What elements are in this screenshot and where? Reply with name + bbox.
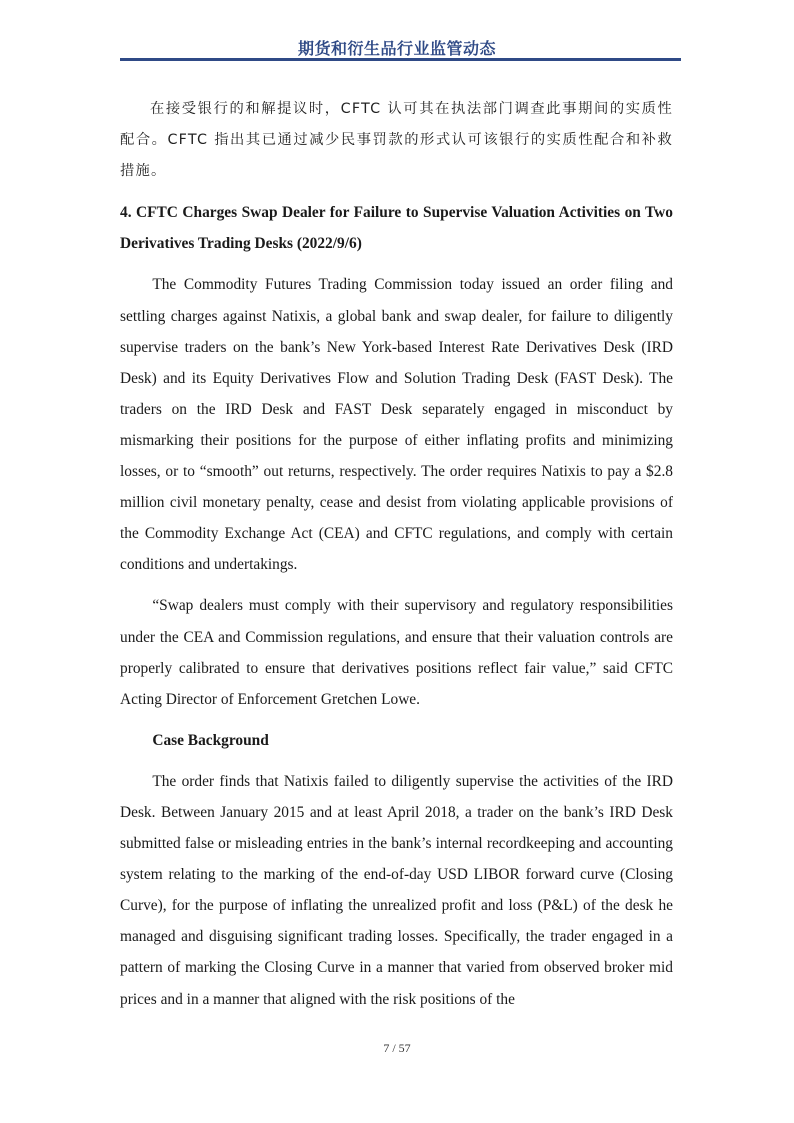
paragraph-2: “Swap dealers must comply with their supervisory and regulatory responsibilities under the CEA and Commission regulations, and ensure that their valuation controls are properly calibrated to ensure that derivatives positions reflect fair value,” said CFTC Acting Director of Enforcement Gretchen Lowe. bbox=[120, 597, 673, 708]
header-rule bbox=[120, 58, 681, 61]
subheading-case-background: Case Background bbox=[152, 731, 269, 749]
page-number: 7 / 57 bbox=[383, 1041, 411, 1055]
header-title: 期货和衍生品行业监管动态 bbox=[297, 39, 496, 58]
paragraph-3: The order finds that Natixis failed to diligently supervise the activities of the IRD Desk. Between January 2015 and at least April 2018, a trader on the bank’s IRD Desk submitted false or misleading entries in the bank’s internal recordkeeping and accounting system relating to the marking of the end-of-day USD LIBOR forward curve (Closing Curve), for the purpose of inflating the unrealized profit and loss (P&L) of the desk he managed and disguising significant trading losses. Specifically, the trader engaged in a pattern of marking the Closing Curve in a manner that varied from observed broker mid prices and in a manner that aligned with the risk positions of the bbox=[120, 772, 673, 1008]
section-heading: 4. CFTC Charges Swap Dealer for Failure to Supervise Valuation Activities on Two Derivatives Trading Desks (2022/9/6) bbox=[120, 204, 673, 253]
paragraph-1: The Commodity Futures Trading Commission today issued an order filing and settling charges against Natixis, a global bank and swap dealer, for failure to diligently supervise traders on the bank’s New York-based Interest Rate Derivatives Desk (IRD Desk) and its Equity Derivatives Flow and Solution Trading Desk (FAST Desk). The traders on the IRD Desk and FAST Desk separately engaged in misconduct by mismarking their positions for the purpose of either inflating profits and minimizing losses, or to “smooth” out returns, respectively. The order requires Natixis to pay a $2.8 million civil monetary penalty, cease and desist from violating applicable provisions of the Commodity Exchange Act (CEA) and CFTC regulations, and comply with certain conditions and undertakings. bbox=[120, 276, 673, 574]
chinese-paragraph: 在接受银行的和解提议时，CFTC 认可其在执法部门调查此事期间的实质性配合。CFTC 指出其已通过减少民事罚款的形式认可该银行的实质性配合和补救措施。 bbox=[120, 101, 673, 180]
document-body bbox=[120, 94, 673, 1015]
